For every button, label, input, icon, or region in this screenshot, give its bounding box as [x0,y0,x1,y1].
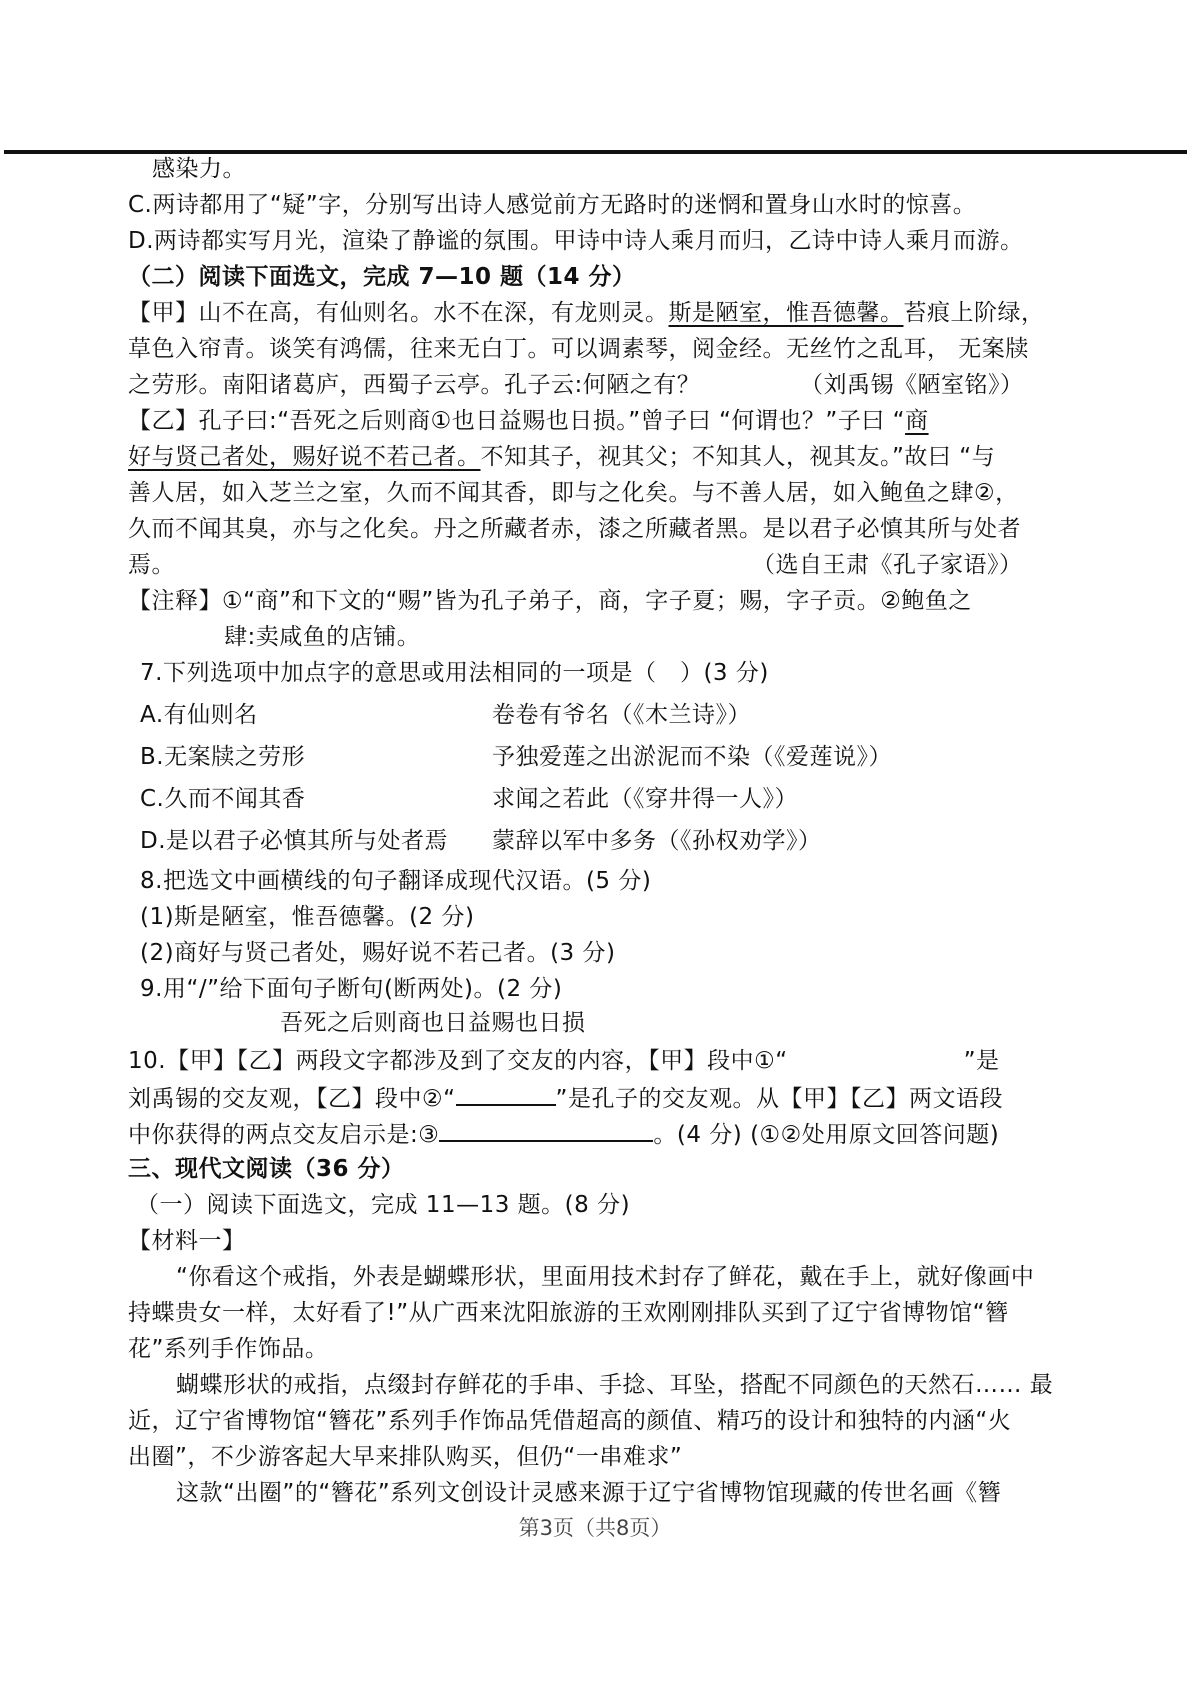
question-10-text: 。(4 分) (①②处用原文回答问题) [653,1122,1000,1148]
annotation-line-2: 肆:卖咸鱼的店铺。 [224,624,421,650]
text-line: 感染力。 [152,156,246,182]
subsection-heading: （一）阅读下面选文，完成 11—13 题。(8 分) [136,1192,631,1218]
option-c-right: 求闻之若此（《穿井得一人》） [492,786,798,812]
passage-yi-line-4: 久而不闻其臭，亦与之化矣。丹之所藏者赤，漆之所藏者黑。是以君子必慎其所与处者 [128,516,1021,542]
material-line-7: 这款“出圈”的“簪花”系列文创设计灵感来源于辽宁省博物馆现藏的传世名画《簪 [176,1480,1002,1506]
section-heading-2: （二）阅读下面选文，完成 7—10 题（14 分） [128,264,636,290]
material-heading: 【材料一】 [128,1228,246,1254]
page-footer: 第3页（共8页） [518,1516,672,1540]
question-7: 7.下列选项中加点字的意思或用法相同的一项是（ ）(3 分) [140,660,769,686]
passage-text: 苔痕上阶绿， [903,300,1045,326]
question-10-text: 刘禹锡的交友观，【乙】段中②“ [128,1086,456,1112]
option-b-right: 予独爱莲之出淤泥而不染（《爱莲说》） [492,744,892,770]
passage-yi-line-1 [128,406,929,436]
question-10-text: ”是孔子的交友观。从【甲】【乙】两文语段 [555,1086,1003,1112]
underlined-sentence-2-start: 商 [905,408,929,434]
passage-yi-line-3: 善人居，如入芝兰之室，久而不闻其香，即与之化矣。与不善人居，如入鲍鱼之肆②， [128,480,1019,506]
option-d-line: D.两诗都实写月光，渲染了静谧的氛围。甲诗中诗人乘月而归，乙诗中诗人乘月而游。 [128,228,1024,254]
underlined-sentence-1: 斯是陋室，惟吾德馨。 [668,300,904,326]
question-10-text: 10.【甲】【乙】两段文字都涉及到了交友的内容，【甲】段中①“ [128,1048,788,1074]
option-c-line: C.两诗都用了“疑”字，分别写出诗人感觉前方无路时的迷惘和置身山水时的惊喜。 [128,192,977,218]
source-citation-jia: （刘禹锡《陋室铭》） [800,372,1024,398]
answer-blank-3[interactable] [439,1118,653,1142]
passage-yi-line-2 [128,442,995,472]
material-line-2: 持蝶贵女一样，太好看了!”从广西来沈阳旅游的王欢刚刚排队买到了辽宁省博物馆“簪 [128,1300,1009,1326]
answer-blank-2[interactable] [456,1082,556,1106]
question-9: 9.用“/”给下面句子断句(断两处)。(2 分) [140,976,563,1002]
option-b-left: B.无案牍之劳形 [140,744,306,770]
option-c-left: C.久而不闻其香 [140,786,306,812]
underlined-sentence-2: 好与贤己者处，赐好说不若己者。 [128,444,481,470]
question-8: 8.把选文中画横线的句子翻译成现代汉语。(5 分) [140,868,652,894]
passage-text: 不知其子，视其父；不知其人，视其友。”故曰 “与 [480,444,996,470]
question-8-part-2: (2)商好与贤己者处，赐好说不若己者。(3 分) [140,940,616,966]
question-10-line-1 [128,1046,1000,1076]
material-line-6: 出圈”，不少游客起大早来排队购买，但仍“一串难求” [128,1444,683,1470]
material-line-5: 近，辽宁省博物馆“簪花”系列手作饰品凭借超高的颜值、精巧的设计和独特的内涵“火 [128,1408,1012,1434]
option-d-right: 蒙辞以军中多务（《孙权劝学》） [492,828,822,854]
passage-yi-line-5: 焉。 [128,552,175,578]
material-line-1: “你看这个戒指，外表是蝴蝶形状，里面用技术封存了鲜花，戴在手上，就好像画中 [176,1264,1035,1290]
question-10-line-2 [128,1082,1003,1114]
question-10-line-3 [128,1118,999,1150]
option-a-right: 卷卷有爷名（《木兰诗》） [492,702,751,728]
question-9-sentence: 吾死之后则商也日益赐也日损 [280,1010,586,1036]
passage-jia-line-3: 之劳形。南阳诸葛庐，西蜀子云亭。孔子云:何陋之有？ [128,372,701,398]
passage-jia-line-2: 草色入帘青。谈笑有鸿儒，往来无白丁。可以调素琴，阅金经。无丝竹之乱耳， 无案牍 [128,336,1029,362]
question-8-part-1: (1)斯是陋室，惟吾德馨。(2 分) [140,904,475,930]
section-heading-3: 三、现代文阅读（36 分） [128,1156,405,1182]
passage-text: 【甲】山不在高，有仙则名。水不在深，有龙则灵。 [128,300,669,326]
option-d-left: D.是以君子必慎其所与处者焉 [140,828,449,854]
material-line-4: 蝴蝶形状的戒指，点缀封存鲜花的手串、手捻、耳坠，搭配不同颜色的天然石…… 最 [176,1372,1054,1398]
passage-jia-line-1 [128,298,1045,328]
source-citation-yi: （选自王肃《孔子家语》） [752,552,1023,578]
option-a-left: A.有仙则名 [140,702,258,728]
material-line-3: 花”系列手作饰品。 [128,1336,329,1362]
question-10-text: ”是 [963,1048,1000,1074]
passage-text: 【乙】孔子曰:“吾死之后则商①也日益赐也日损。”曾子曰 “何谓也？”子曰 “ [128,408,906,434]
annotation-line-1: 【注释】①“商”和下文的“赐”皆为孔子弟子，商，字子夏；赐，字子贡。②鲍鱼之 [128,588,972,614]
question-10-text: 中你获得的两点交友启示是:③ [128,1122,440,1148]
